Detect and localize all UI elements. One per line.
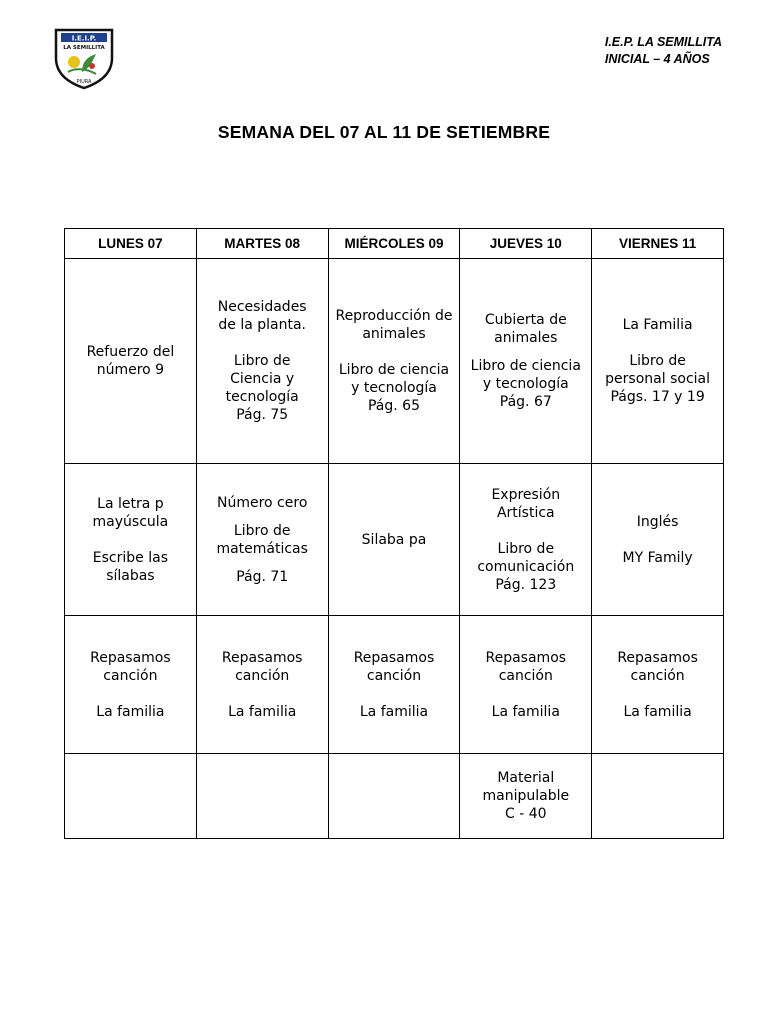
table-cell: Repasamos canción La familia (592, 616, 724, 754)
table-cell: Refuerzo del número 9 (65, 259, 197, 464)
table-cell-empty (592, 754, 724, 839)
table-row (65, 464, 724, 616)
page-title: SEMANA DEL 07 AL 11 DE SETIEMBRE (217, 122, 551, 142)
table-cell: Número cero Libro de matemáticas Pág. 71 (196, 464, 328, 616)
table-cell: Repasamos canción La familia (65, 616, 197, 754)
svg-text:I.E.I.P.: I.E.I.P. (71, 34, 97, 43)
table-cell-empty (196, 754, 328, 839)
table-cell: Inglés MY Family (592, 464, 724, 616)
table-row (65, 754, 724, 839)
table-cell: La Familia Libro de personal social Págs. 17 y 19 (592, 259, 724, 464)
school-logo (52, 28, 116, 90)
header-wednesday: MIÉRCOLES 09 (328, 229, 460, 259)
header-friday: VIERNES 11 (592, 229, 724, 259)
table-cell: Material manipulable C - 40 (460, 754, 592, 839)
table-cell: Expresión Artística Libro de comunicación Pág. 123 (460, 464, 592, 616)
weekly-schedule-table (64, 228, 724, 839)
svg-text:LA SEMILLITA: LA SEMILLITA (63, 45, 105, 51)
table-cell: Cubierta de animales Libro de ciencia y tecnología Pág. 67 (460, 259, 592, 464)
table-cell: La letra p mayúscula Escribe las sílabas (65, 464, 197, 616)
table-row (65, 616, 724, 754)
svg-text:PIURA: PIURA (76, 79, 92, 85)
table-cell: Repasamos canción La familia (460, 616, 592, 754)
header-row (65, 229, 724, 259)
table-row (65, 259, 724, 464)
school-level: INICIAL – 4 AÑOS (604, 52, 710, 66)
table-cell-empty (328, 754, 460, 839)
table-cell: Necesidades de la planta. Libro de Ciencia y tecnología Pág. 75 (196, 259, 328, 464)
school-name: I.E.P. LA SEMILLITA (604, 35, 722, 49)
table-cell: Silaba pa (328, 464, 460, 616)
table-cell-empty (65, 754, 197, 839)
table-cell: Repasamos canción La familia (328, 616, 460, 754)
school-info (605, 34, 722, 68)
table-cell: Reproducción de animales Libro de ciencia y tecnología Pág. 65 (328, 259, 460, 464)
table-cell: Repasamos canción La familia (196, 616, 328, 754)
header-monday: LUNES 07 (65, 229, 197, 259)
header-thursday: JUEVES 10 (460, 229, 592, 259)
header-tuesday: MARTES 08 (196, 229, 328, 259)
